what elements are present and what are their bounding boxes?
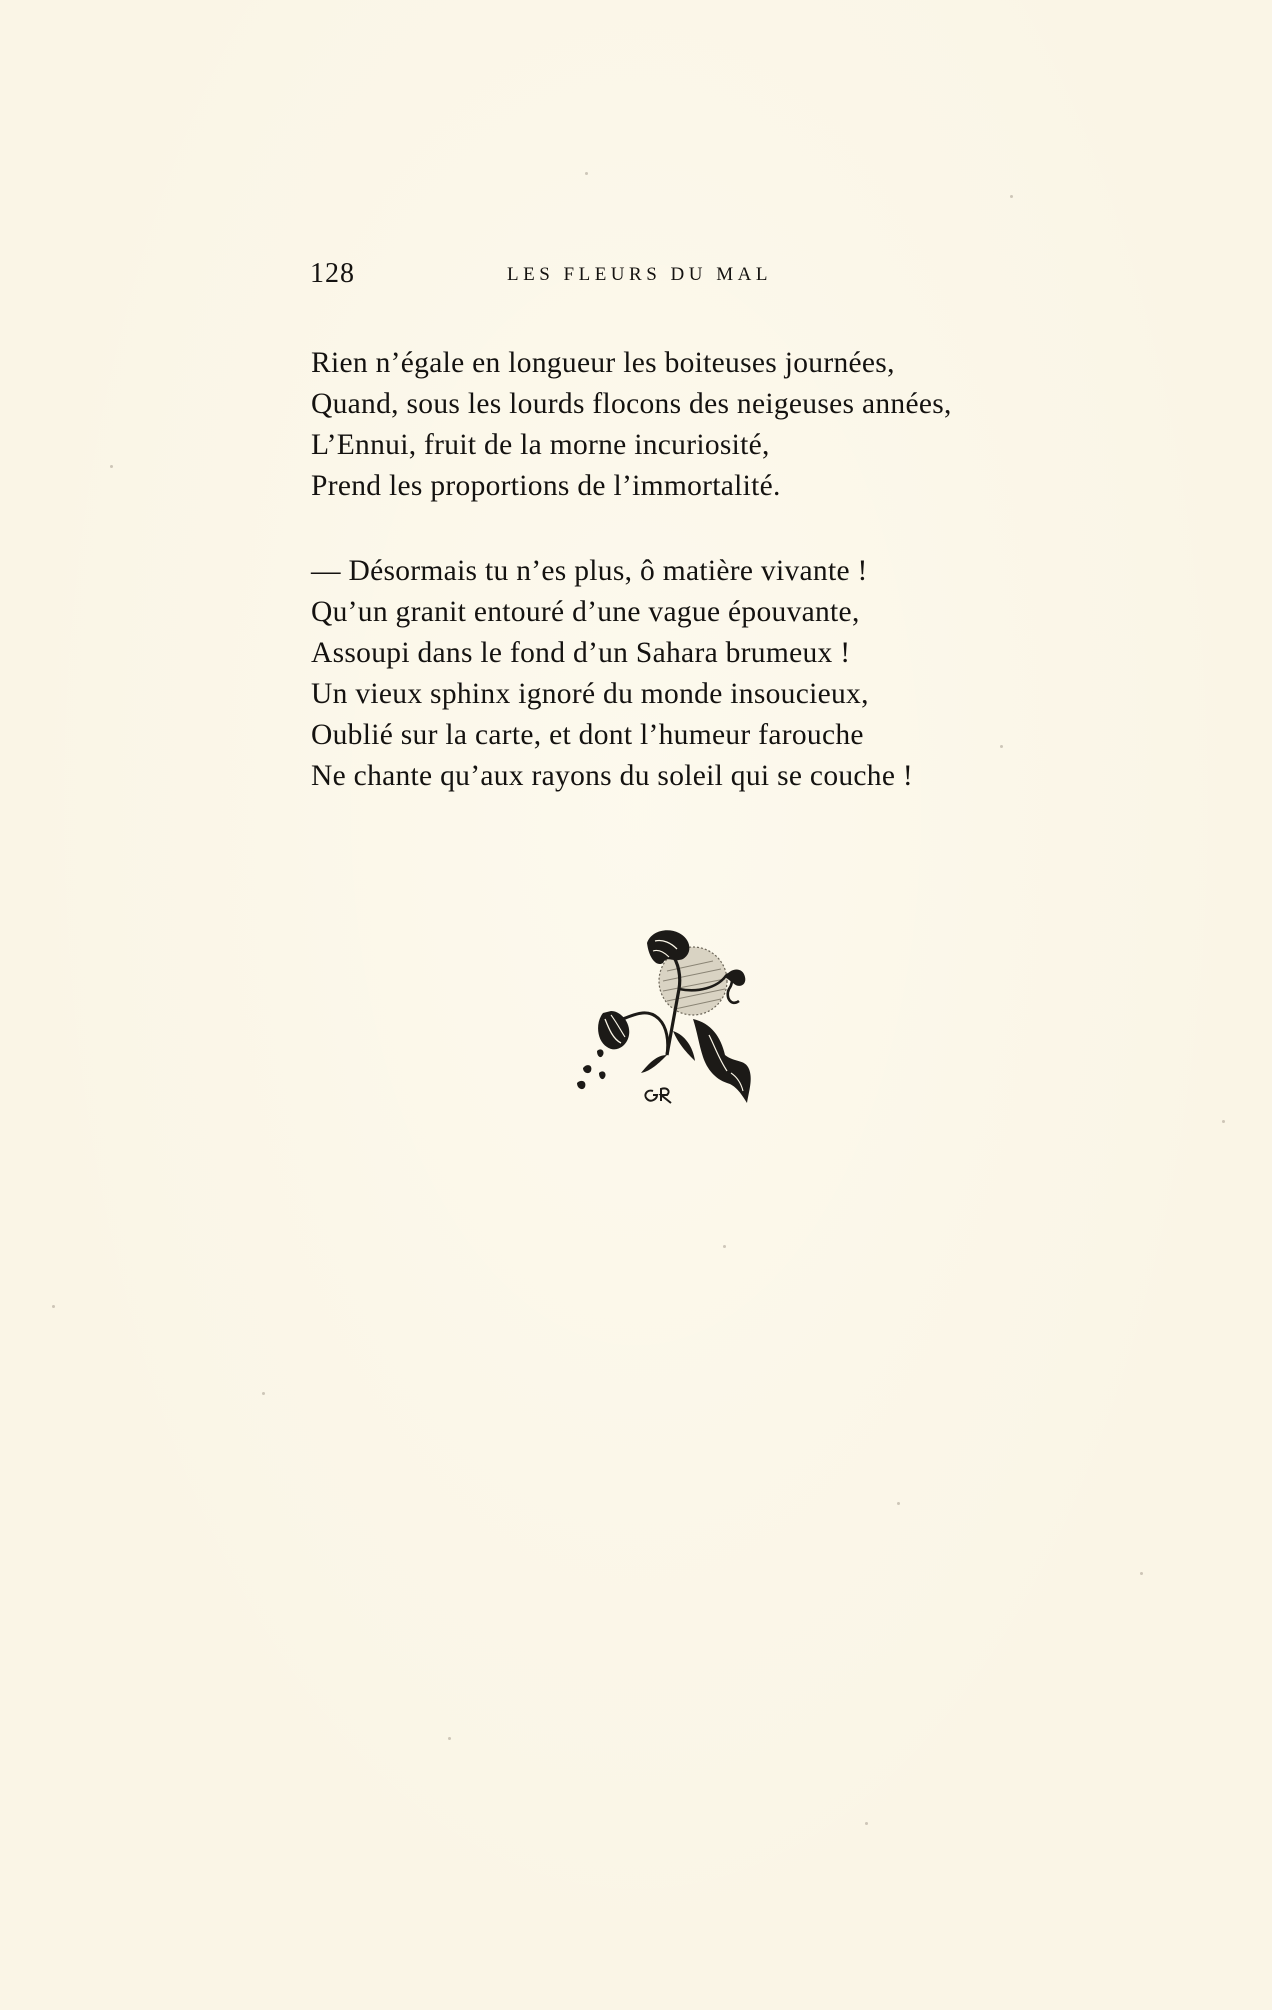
verse-line: — Désormais tu n’es plus, ô matière vivante ! bbox=[311, 555, 868, 587]
paper-speck bbox=[262, 1392, 265, 1395]
verse-line: Un vieux sphinx ignoré du monde insoucieux, bbox=[311, 678, 869, 710]
verse-line: Qu’un granit entouré d’une vague épouvante, bbox=[311, 596, 860, 628]
wilted-flower-vignette-icon bbox=[575, 923, 775, 1113]
verse-line: Oublié sur la carte, et dont l’humeur farouche bbox=[311, 719, 864, 751]
verse-line: Ne chante qu’aux rayons du soleil qui se couche ! bbox=[311, 760, 914, 792]
running-head bbox=[310, 258, 840, 298]
poem-text bbox=[311, 343, 1071, 797]
paper-speck bbox=[1140, 1572, 1143, 1575]
paper-speck bbox=[865, 1822, 868, 1825]
verse-line: L’Ennui, fruit de la morne incuriosité, bbox=[311, 429, 770, 461]
paper-speck bbox=[1010, 195, 1013, 198]
stanza bbox=[311, 343, 1071, 507]
paper-speck bbox=[897, 1502, 900, 1505]
stanza bbox=[311, 551, 1071, 797]
wilted-flower-drawing bbox=[575, 923, 775, 1113]
page-number: 128 bbox=[310, 258, 355, 289]
verse-line: Prend les proportions de l’immortalité. bbox=[311, 470, 781, 502]
verse-line: Assoupi dans le fond d’un Sahara brumeux ! bbox=[311, 637, 851, 669]
signature-mark bbox=[645, 1091, 657, 1101]
paper-speck bbox=[1222, 1120, 1225, 1123]
paper-speck bbox=[110, 465, 113, 468]
verse-line: Rien n’égale en longueur les boiteuses journées, bbox=[311, 347, 895, 379]
book-title: LES FLEURS DU MAL bbox=[507, 264, 772, 285]
paper-speck bbox=[585, 172, 588, 175]
paper-speck bbox=[52, 1305, 55, 1308]
paper-speck bbox=[723, 1245, 726, 1248]
verse-line: Quand, sous les lourds flocons des neigeuses années, bbox=[311, 388, 952, 420]
paper-speck bbox=[448, 1737, 451, 1740]
